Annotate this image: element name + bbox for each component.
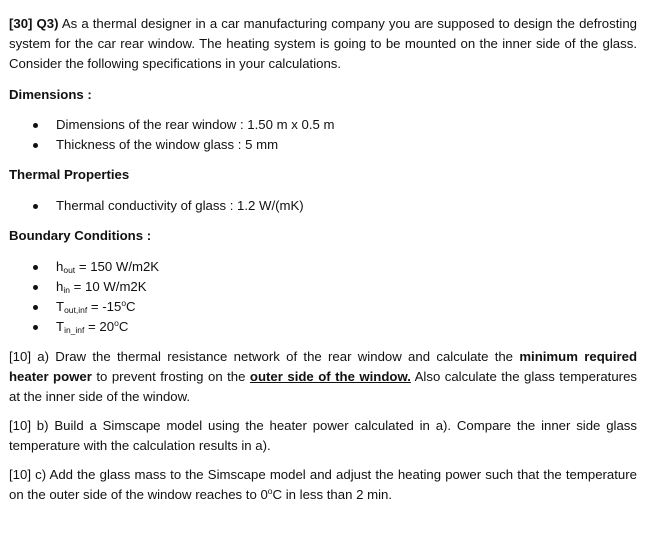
boundary-heading: Boundary Conditions : [9, 228, 152, 243]
question-intro [9, 14, 637, 74]
list-item: Dimensions of the rear window : 1.50 m x 0.5 m [33, 115, 335, 135]
list-item-h-in: $h_{in} = 10$ W/m2K [33, 277, 159, 297]
question-label: [30] Q3) [9, 16, 59, 31]
thermal-list [33, 196, 304, 216]
list-item: Thermal conductivity of glass : 1.2 W/(mK) [33, 196, 304, 216]
part-a-paragraph: [10] a) Draw the thermal resistance network of the rear window and calculate the minimum required heater power to prevent frosting on the outer side of the window. Also calculate the glass temperatures at the inner side of the window. [9, 349, 638, 404]
thermal-heading: Thermal Properties [9, 167, 130, 182]
list-item-t-out: $T_{out,inf} = -15^oC$ [33, 297, 159, 317]
part-c-paragraph: [10] c) Add the glass mass to the Simscape model and adjust the heating power such that the temperature on the outer side of the window reaches to 0$^o$C in less than 2 min. [9, 467, 637, 502]
list-item: Thickness of the window glass : 5 mm [33, 135, 335, 155]
emphasis-outer-side: outer side of the window. [249, 369, 411, 384]
dimensions-list [33, 115, 335, 155]
emphasis-min-power: minimum required heater power [9, 349, 637, 384]
boundary-list [33, 257, 159, 337]
list-item-t-in: $T_{in\_inf} = 20^oC$ [33, 317, 159, 337]
question-text: As a thermal designer in a car manufacturing company you are supposed to design the defrosting system for the car rear window. The heating system is going to be mounted on the inner side of the glass. Consider the following specifications in your calculations. [9, 16, 638, 71]
part-b-paragraph: [10] b) Build a Simscape model using the heater power calculated in a). Compare the inner side glass temperature with the calculation results in a). [9, 418, 637, 453]
list-item-h-out: $h_{out} = 150$ W/m2K [33, 257, 159, 277]
dimensions-heading: Dimensions : [9, 87, 92, 102]
